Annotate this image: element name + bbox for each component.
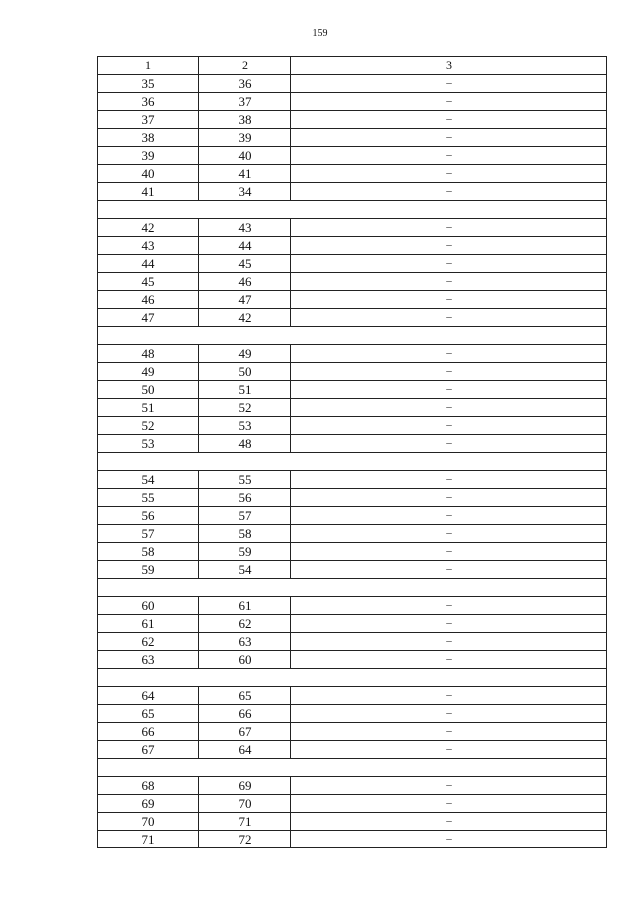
- table-cell-col-3: –: [290, 471, 607, 488]
- table-body: [98, 74, 606, 848]
- table-cell-col-3: –: [290, 723, 607, 740]
- table-cell-col-2: 66: [198, 705, 291, 722]
- table-row: [98, 146, 606, 164]
- table-cell-col-1: 47: [141, 310, 155, 325]
- table-cell-col-2: 63: [198, 633, 291, 650]
- table-cell-col-3: –: [290, 399, 607, 416]
- table-cell-col-1: 46: [141, 292, 155, 307]
- table-cell-col-2: 64: [198, 741, 291, 758]
- table-row: [98, 92, 606, 110]
- table-row: [98, 488, 606, 506]
- table-row: [98, 776, 606, 794]
- column-header-3: 3: [290, 57, 607, 74]
- table-cell-col-3: –: [290, 345, 607, 362]
- table-cell-col-2: 72: [198, 831, 291, 848]
- data-table: [97, 56, 607, 848]
- table-cell-col-3: –: [290, 507, 607, 524]
- table-cell-col-1: 53: [141, 436, 155, 451]
- table-cell-col-2: 53: [198, 417, 291, 434]
- table-row: [98, 362, 606, 380]
- table-cell-col-3: –: [290, 489, 607, 506]
- table-cell-col-3: –: [290, 309, 607, 326]
- table-cell-col-1: 65: [141, 706, 155, 721]
- page-number: 159: [312, 28, 328, 39]
- table-cell-col-1: 60: [141, 598, 155, 613]
- table-cell-col-3: –: [290, 651, 607, 668]
- table-cell-col-1: 70: [141, 814, 155, 829]
- table-cell-col-2: 58: [198, 525, 291, 542]
- table-cell-col-3: –: [290, 255, 607, 272]
- table-cell-col-2: 41: [198, 165, 291, 182]
- table-cell-col-3: –: [290, 795, 607, 812]
- table-cell-col-2: 54: [198, 561, 291, 578]
- table-cell-col-2: 36: [198, 75, 291, 92]
- table-cell-col-1: 61: [141, 616, 155, 631]
- table-cell-col-2: 38: [198, 111, 291, 128]
- table-cell-col-3: –: [290, 633, 607, 650]
- table-row: [98, 686, 606, 704]
- table-cell-col-2: 60: [198, 651, 291, 668]
- table-row: [98, 614, 606, 632]
- table-row: [98, 182, 606, 200]
- table-cell-col-3: –: [290, 741, 607, 758]
- table-cell-col-1: 42: [141, 220, 155, 235]
- table-row: [98, 128, 606, 146]
- table-cell-col-2: 70: [198, 795, 291, 812]
- table-cell-col-1: 41: [141, 184, 155, 199]
- table-row: [98, 542, 606, 560]
- table-row: [98, 236, 606, 254]
- table-cell-col-3: –: [290, 129, 607, 146]
- table-cell-col-2: 42: [198, 309, 291, 326]
- table-cell-col-3: –: [290, 381, 607, 398]
- table-cell-col-1: 45: [141, 274, 155, 289]
- table-row: [98, 416, 606, 434]
- table-row: [98, 632, 606, 650]
- table-cell-col-2: 59: [198, 543, 291, 560]
- table-separator-row: [98, 452, 606, 470]
- table-cell-col-2: 71: [198, 813, 291, 830]
- table-row: [98, 272, 606, 290]
- table-row: [98, 560, 606, 578]
- table-row: [98, 470, 606, 488]
- table-cell-col-1: 44: [141, 256, 155, 271]
- table-cell-col-3: –: [290, 597, 607, 614]
- column-header-1: 1: [145, 58, 151, 72]
- table-row: [98, 740, 606, 758]
- table-row: [98, 650, 606, 668]
- table-cell-col-3: –: [290, 417, 607, 434]
- table-cell-col-3: –: [290, 435, 607, 452]
- table-cell-col-2: 50: [198, 363, 291, 380]
- table-row: [98, 110, 606, 128]
- table-cell-col-3: –: [290, 525, 607, 542]
- table-cell-col-1: 52: [141, 418, 155, 433]
- table-cell-col-3: –: [290, 813, 607, 830]
- table-cell-col-3: –: [290, 183, 607, 200]
- table-cell-col-2: 40: [198, 147, 291, 164]
- table-separator-row: [98, 578, 606, 596]
- table-row: [98, 164, 606, 182]
- table-cell-col-1: 55: [141, 490, 155, 505]
- table-cell-col-1: 57: [141, 526, 155, 541]
- table-row: [98, 704, 606, 722]
- table-cell-col-1: 54: [141, 472, 155, 487]
- table-cell-col-1: 38: [141, 130, 155, 145]
- table-cell-col-2: 48: [198, 435, 291, 452]
- table-cell-col-1: 69: [141, 796, 155, 811]
- table-cell-col-1: 40: [141, 166, 155, 181]
- table-row: [98, 74, 606, 92]
- table-cell-col-1: 68: [141, 778, 155, 793]
- table-cell-col-2: 45: [198, 255, 291, 272]
- table-cell-col-3: –: [290, 363, 607, 380]
- table-cell-col-1: 67: [141, 742, 155, 757]
- table-cell-col-2: 47: [198, 291, 291, 308]
- table-header-row: [98, 56, 606, 74]
- table-row: [98, 290, 606, 308]
- table-cell-col-2: 69: [198, 777, 291, 794]
- table-cell-col-3: –: [290, 543, 607, 560]
- table-cell-col-2: 46: [198, 273, 291, 290]
- table-cell-col-1: 36: [141, 94, 155, 109]
- table-cell-col-3: –: [290, 777, 607, 794]
- table-row: [98, 596, 606, 614]
- table-cell-col-3: –: [290, 561, 607, 578]
- table-cell-col-2: 44: [198, 237, 291, 254]
- table-cell-col-2: 52: [198, 399, 291, 416]
- table-cell-col-3: –: [290, 705, 607, 722]
- table-row: [98, 380, 606, 398]
- table-separator-row: [98, 326, 606, 344]
- table-cell-col-3: –: [290, 237, 607, 254]
- table-cell-col-2: 39: [198, 129, 291, 146]
- table-row: [98, 434, 606, 452]
- table-cell-col-1: 37: [141, 112, 155, 127]
- table-row: [98, 794, 606, 812]
- table-separator-row: [98, 200, 606, 218]
- table-cell-col-1: 39: [141, 148, 155, 163]
- table-cell-col-3: –: [290, 165, 607, 182]
- table-cell-col-2: 55: [198, 471, 291, 488]
- table-cell-col-3: –: [290, 615, 607, 632]
- table-cell-col-2: 65: [198, 687, 291, 704]
- table-cell-col-3: –: [290, 831, 607, 848]
- table-row: [98, 218, 606, 236]
- table-cell-col-2: 49: [198, 345, 291, 362]
- table-cell-col-2: 43: [198, 219, 291, 236]
- table-row: [98, 344, 606, 362]
- table-cell-col-2: 62: [198, 615, 291, 632]
- table-cell-col-1: 51: [141, 400, 155, 415]
- table-cell-col-1: 43: [141, 238, 155, 253]
- table-row: [98, 506, 606, 524]
- table-cell-col-1: 58: [141, 544, 155, 559]
- table-cell-col-2: 57: [198, 507, 291, 524]
- table-separator-row: [98, 668, 606, 686]
- table-cell-col-3: –: [290, 273, 607, 290]
- table-cell-col-1: 50: [141, 382, 155, 397]
- table-cell-col-1: 56: [141, 508, 155, 523]
- table-cell-col-3: –: [290, 687, 607, 704]
- table-row: [98, 254, 606, 272]
- table-separator-row: [98, 758, 606, 776]
- table-row: [98, 830, 606, 848]
- table-cell-col-1: 49: [141, 364, 155, 379]
- table-cell-col-2: 34: [198, 183, 291, 200]
- table-row: [98, 812, 606, 830]
- table-cell-col-2: 67: [198, 723, 291, 740]
- table-row: [98, 524, 606, 542]
- table-row: [98, 398, 606, 416]
- table-cell-col-1: 71: [141, 832, 155, 847]
- table-cell-col-3: –: [290, 93, 607, 110]
- table-cell-col-3: –: [290, 75, 607, 92]
- column-header-2: 2: [198, 57, 291, 74]
- table-cell-col-2: 37: [198, 93, 291, 110]
- table-cell-col-1: 48: [141, 346, 155, 361]
- table-cell-col-1: 66: [141, 724, 155, 739]
- table-cell-col-2: 61: [198, 597, 291, 614]
- table-cell-col-1: 62: [141, 634, 155, 649]
- table-cell-col-3: –: [290, 111, 607, 128]
- table-cell-col-1: 63: [141, 652, 155, 667]
- table-cell-col-1: 59: [141, 562, 155, 577]
- table-row: [98, 308, 606, 326]
- table-cell-col-2: 56: [198, 489, 291, 506]
- table-cell-col-1: 64: [141, 688, 155, 703]
- table-cell-col-3: –: [290, 219, 607, 236]
- table-cell-col-2: 51: [198, 381, 291, 398]
- table-cell-col-3: –: [290, 147, 607, 164]
- table-cell-col-1: 35: [141, 76, 155, 91]
- table-cell-col-3: –: [290, 291, 607, 308]
- table-row: [98, 722, 606, 740]
